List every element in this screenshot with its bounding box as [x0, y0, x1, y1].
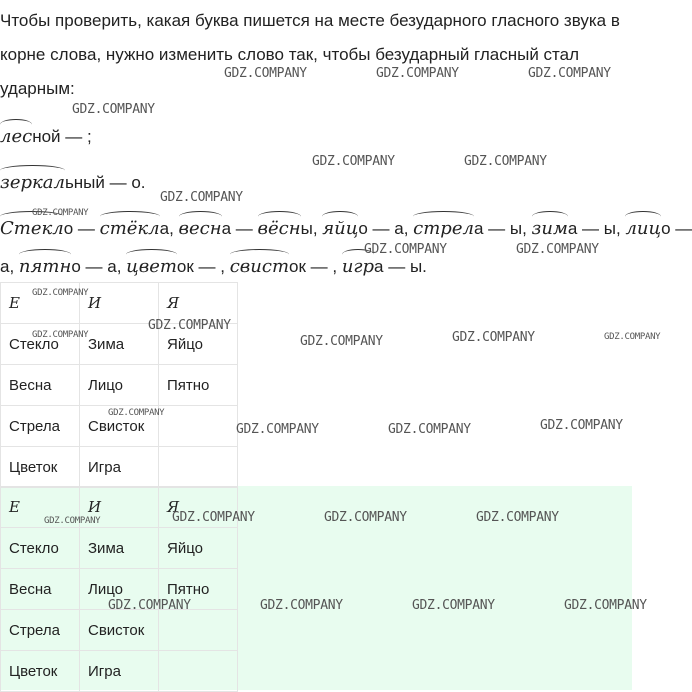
table-cell: Цветок: [1, 651, 80, 692]
example-tail: ы,: [300, 219, 323, 238]
watermark: GDZ.COMPANY: [312, 154, 395, 169]
example-row-4: [0, 256, 427, 277]
table-cell: Цветок: [1, 447, 80, 488]
table-cell: [159, 406, 238, 447]
table-cell: Свисток: [80, 610, 159, 651]
example-tail: о —: [63, 219, 100, 238]
watermark: GDZ.COMPANY: [604, 332, 661, 342]
example-2-rest: ьный — о.: [64, 173, 146, 192]
watermark: GDZ.COMPANY: [516, 242, 599, 257]
example-tail: о — а,: [358, 219, 414, 238]
example-tail: а —: [221, 219, 258, 238]
table-cell: Зима: [80, 528, 159, 569]
table-row: [1, 447, 238, 488]
example-1-rest: ной — ;: [32, 127, 92, 146]
example-tail: ок — ,: [289, 257, 342, 276]
example-1-root: лес: [0, 126, 33, 147]
example-root: яйц: [322, 218, 359, 239]
example-1: [0, 126, 92, 147]
example-tail: о — а,: [71, 257, 127, 276]
watermark: GDZ.COMPANY: [44, 516, 101, 526]
table-cell: Лицо: [80, 569, 159, 610]
watermark: GDZ.COMPANY: [224, 66, 307, 81]
table-cell: Пятно: [159, 569, 238, 610]
table-row: [1, 365, 238, 406]
watermark: GDZ.COMPANY: [412, 598, 495, 613]
watermark: GDZ.COMPANY: [452, 330, 535, 345]
table-answer-1: [0, 282, 238, 488]
watermark: GDZ.COMPANY: [148, 318, 231, 333]
example-root: лиц: [625, 218, 662, 239]
example-root: игр: [341, 256, 375, 277]
watermark: GDZ.COMPANY: [32, 288, 89, 298]
example-root: вёсн: [257, 218, 301, 239]
table-cell: Лицо: [80, 365, 159, 406]
table-cell: Стрела: [1, 610, 80, 651]
table-cell: Яйцо: [159, 528, 238, 569]
watermark: GDZ.COMPANY: [324, 510, 407, 525]
watermark: GDZ.COMPANY: [32, 330, 89, 340]
example-tail: а — ы,: [473, 219, 532, 238]
watermark: GDZ.COMPANY: [236, 422, 319, 437]
watermark: GDZ.COMPANY: [564, 598, 647, 613]
example-root: стёкл: [99, 218, 160, 239]
table-cell: Зима: [80, 324, 159, 365]
watermark: GDZ.COMPANY: [364, 242, 447, 257]
intro-line-2: корне слова, нужно изменить слово так, чтобы безударный гласный стал: [0, 45, 580, 64]
example-tail: а,: [0, 257, 19, 276]
example-root: Стекл: [0, 218, 64, 239]
table-cell: Пятно: [159, 365, 238, 406]
example-2-root: зеркал: [0, 172, 65, 193]
table-cell: [159, 447, 238, 488]
table-header-ya: Я: [159, 487, 238, 528]
example-tail: ок — ,: [176, 257, 230, 276]
table-header-ya: Я: [159, 283, 238, 324]
watermark: GDZ.COMPANY: [32, 208, 89, 218]
table-cell: [159, 651, 238, 692]
watermark: GDZ.COMPANY: [160, 190, 243, 205]
example-root: цвет: [126, 256, 177, 277]
table-cell: Весна: [1, 365, 80, 406]
watermark: GDZ.COMPANY: [476, 510, 559, 525]
table-cell: Весна: [1, 569, 80, 610]
table-row: [1, 610, 238, 651]
example-row-3: [0, 218, 692, 239]
watermark: GDZ.COMPANY: [528, 66, 611, 81]
watermark: GDZ.COMPANY: [260, 598, 343, 613]
watermark: GDZ.COMPANY: [540, 418, 623, 433]
table-header-e: Е: [1, 283, 80, 324]
example-root: свист: [229, 256, 290, 277]
example-tail: а — ы.: [374, 257, 427, 276]
table-cell: Игра: [80, 447, 159, 488]
watermark: GDZ.COMPANY: [376, 66, 459, 81]
example-root: стрел: [413, 218, 474, 239]
watermark: GDZ.COMPANY: [108, 408, 165, 418]
table-cell: Стрела: [1, 406, 80, 447]
example-tail: а,: [159, 219, 179, 238]
table-cell: [159, 610, 238, 651]
table-cell: Свисток: [80, 406, 159, 447]
example-tail: а — ы,: [567, 219, 626, 238]
table-header-i: И: [80, 283, 159, 324]
table-header-i: И: [80, 487, 159, 528]
example-root: зим: [531, 218, 568, 239]
watermark: GDZ.COMPANY: [108, 598, 191, 613]
table-cell: Стекло: [1, 324, 80, 365]
example-root: весн: [178, 218, 222, 239]
table-row: [1, 651, 238, 692]
example-tail: о —: [661, 219, 692, 238]
table-header-e: Е: [1, 487, 80, 528]
intro-line-1: Чтобы проверить, какая буква пишется на месте безударного гласного звука в: [0, 11, 620, 30]
watermark: GDZ.COMPANY: [388, 422, 471, 437]
intro-line-3: ударным:: [0, 79, 75, 98]
watermark: GDZ.COMPANY: [464, 154, 547, 169]
table-cell: Яйцо: [159, 324, 238, 365]
table-row: [1, 528, 238, 569]
watermark: GDZ.COMPANY: [72, 102, 155, 117]
table-cell: Стекло: [1, 528, 80, 569]
watermark: GDZ.COMPANY: [300, 334, 383, 349]
table-cell: Игра: [80, 651, 159, 692]
example-root: пятн: [18, 256, 72, 277]
watermark: GDZ.COMPANY: [172, 510, 255, 525]
example-2: [0, 172, 146, 193]
